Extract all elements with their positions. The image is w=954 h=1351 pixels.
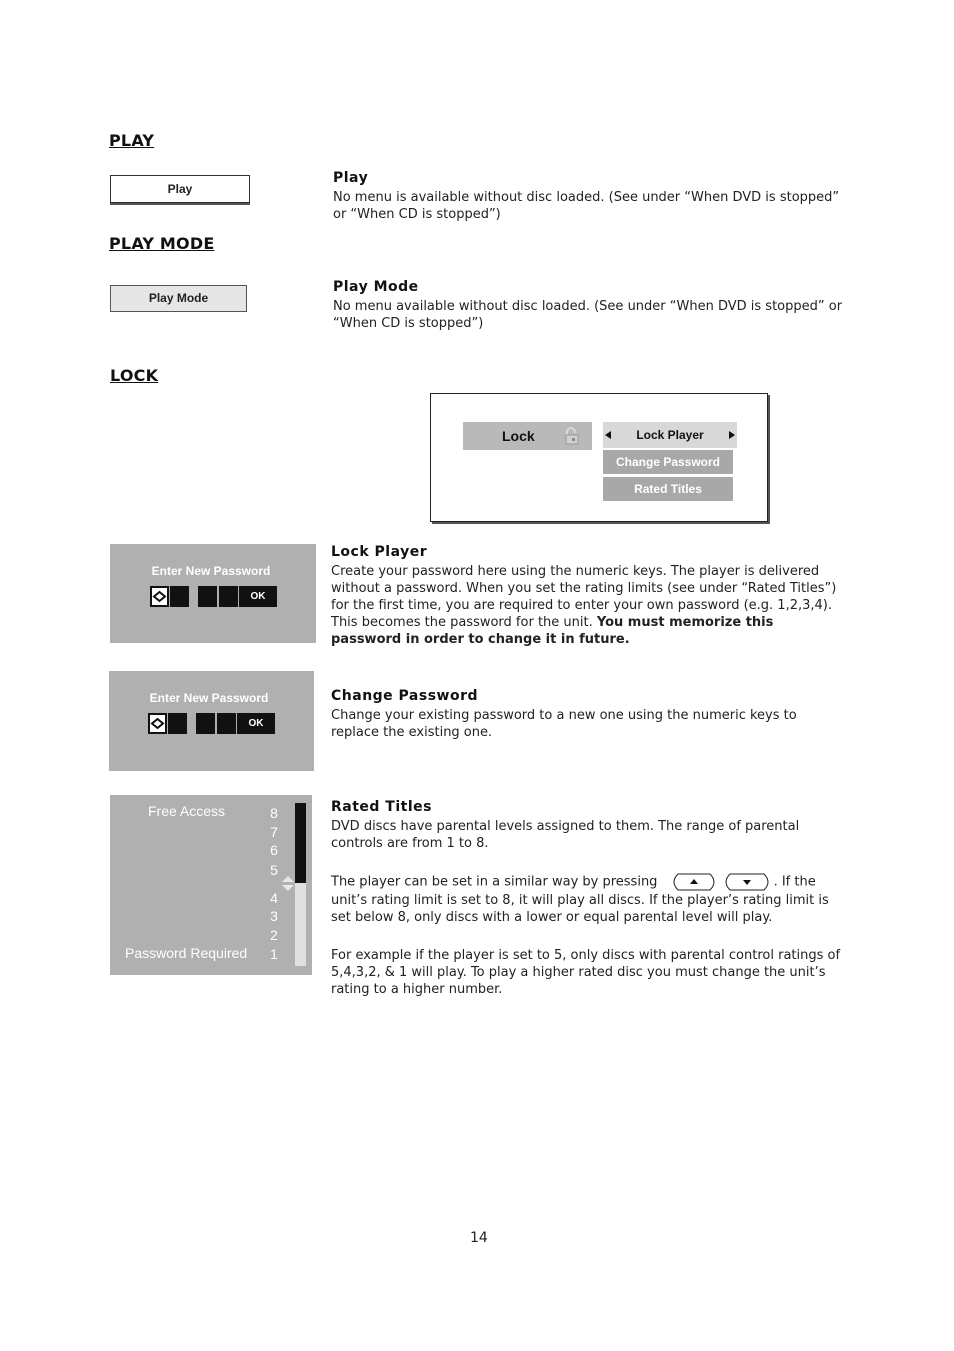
- password-digit-4[interactable]: [219, 586, 238, 607]
- lock-player-title: Lock Player: [331, 544, 428, 560]
- up-key-icon: [668, 872, 720, 892]
- lock-player-description: [331, 563, 846, 648]
- arrow-right-icon[interactable]: [725, 422, 737, 448]
- lock-menu-root[interactable]: [463, 422, 592, 450]
- rated-titles-description-2: [331, 872, 851, 926]
- lock-player-desc-text: Create your password here using the numeric keys. The player is delivered without a password. When you set the rating limits (see under “Rated Titles”) for the first time, you are required to enter your own password (e.g. 1,2,3,4). This becomes the password for the unit.: [331, 564, 837, 630]
- rated-desc2-before: The player can be set in a similar way by pressing: [331, 874, 658, 890]
- play-mode-heading: PLAY MODE: [109, 234, 215, 253]
- level-3[interactable]: 3: [270, 908, 278, 924]
- lock-menu-screen: [430, 393, 768, 522]
- rating-level-track[interactable]: [295, 803, 306, 966]
- rated-titles-panel: [110, 795, 312, 975]
- page-number: 14: [470, 1230, 488, 1246]
- menu-item-change-password[interactable]: Change Password: [603, 450, 733, 474]
- password-digit-4[interactable]: [217, 713, 236, 734]
- ok-button[interactable]: OK: [239, 586, 277, 607]
- lock-player-desc-bold: You must memorize this password in order to change it in future.: [331, 615, 774, 647]
- password-digit-3[interactable]: [196, 713, 215, 734]
- level-1[interactable]: 1: [270, 946, 278, 962]
- play-heading: PLAY: [109, 131, 155, 150]
- level-4[interactable]: 4: [270, 890, 278, 906]
- menu-item-lock-player[interactable]: [603, 422, 737, 448]
- password-panel-title: Enter New Password: [151, 564, 271, 578]
- lock-heading: LOCK: [110, 366, 159, 385]
- cursor-diamond-icon: [152, 588, 167, 605]
- play-description: No menu is available without disc loaded. (See under “When DVD is stopped” or “When CD is stopped”): [333, 190, 840, 222]
- free-access-label: Free Access: [148, 803, 226, 819]
- password-required-label: Password Required: [125, 945, 248, 961]
- password-digit-3[interactable]: [198, 586, 217, 607]
- password-panel-title: Enter New Password: [149, 691, 269, 705]
- play-title: Play: [333, 170, 369, 186]
- play-mode-description: No menu available without disc loaded. (See under “When DVD is stopped” or “When CD is stopped”): [333, 299, 843, 331]
- level-7[interactable]: 7: [270, 824, 278, 840]
- level-2[interactable]: 2: [270, 927, 278, 943]
- change-password-panel: [109, 671, 314, 771]
- change-password-title: Change Password: [331, 688, 479, 704]
- rating-level-fill: [295, 803, 306, 883]
- play-mode-title: Play Mode: [333, 279, 419, 295]
- level-6[interactable]: 6: [270, 842, 278, 858]
- menu-item-label: Lock Player: [636, 428, 704, 442]
- arrow-left-icon[interactable]: [603, 422, 615, 448]
- password-digit-2[interactable]: [168, 713, 187, 734]
- level-8[interactable]: 8: [270, 805, 278, 821]
- padlock-icon: [563, 427, 581, 445]
- lock-player-password-panel: [110, 544, 316, 643]
- password-digit-1[interactable]: [150, 586, 169, 607]
- change-password-description: Change your existing password to a new one using the numeric keys to replace the existing one.: [331, 708, 797, 740]
- ok-button[interactable]: OK: [237, 713, 275, 734]
- rated-titles-description-1: DVD discs have parental levels assigned to them. The range of parental controls are from 1 to 8.: [331, 819, 800, 851]
- lock-menu-root-label: Lock: [502, 428, 535, 444]
- play-mode-button[interactable]: Play Mode: [110, 285, 247, 312]
- level-5[interactable]: 5: [270, 862, 278, 878]
- menu-item-rated-titles[interactable]: Rated Titles: [603, 477, 733, 501]
- rated-titles-description-3: For example if the player is set to 5, only discs with parental control ratings of 5,4,3,2, & 1 will play. To play a higher rated disc you must change the unit’s rating to a higher number.: [331, 948, 841, 997]
- password-digit-1[interactable]: [148, 713, 167, 734]
- up-down-arrows-icon[interactable]: [281, 876, 295, 892]
- cursor-diamond-icon: [150, 715, 165, 732]
- rated-titles-title: Rated Titles: [331, 799, 432, 815]
- play-button[interactable]: Play: [110, 175, 250, 203]
- down-key-icon: [720, 872, 774, 892]
- rated-desc2-after: . If the unit’s rating limit is set to 8, it will play all discs. If the player’s rating limit is set below 8, only discs with a lower or equal parental level will play.: [331, 874, 829, 925]
- password-digit-2[interactable]: [170, 586, 189, 607]
